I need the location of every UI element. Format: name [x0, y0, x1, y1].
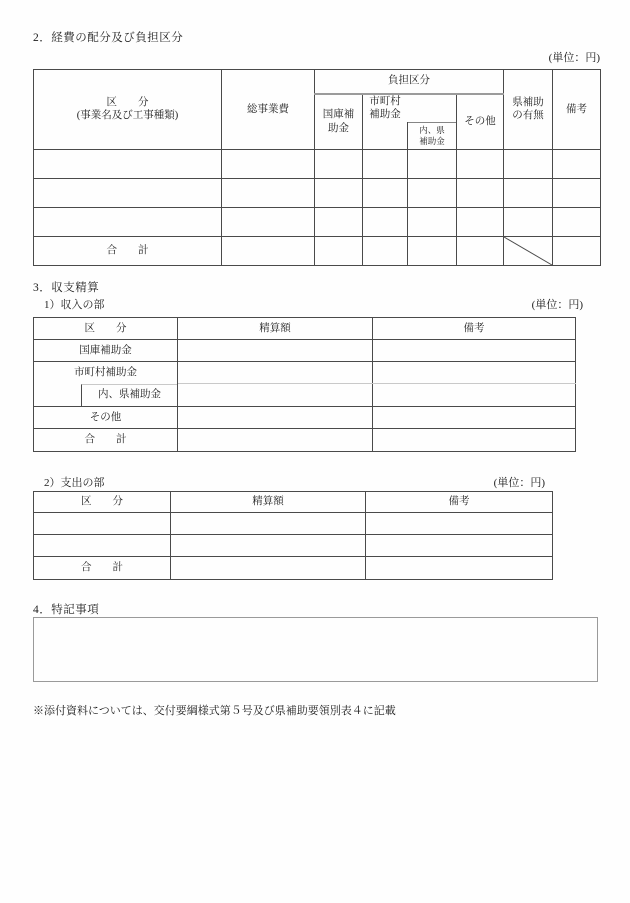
table-row	[34, 178, 601, 207]
empty-cell	[408, 236, 457, 265]
table-row	[34, 70, 601, 94]
col-header-burden-group: 負担区分	[315, 70, 504, 94]
col-header-pref-subsidy-presence	[504, 70, 553, 150]
of-which-pref-subsidy-inset-box: 内、県補助金	[81, 384, 177, 407]
empty-cell	[408, 178, 457, 207]
empty-cell	[373, 384, 576, 407]
col-header-category: 区 分	[34, 492, 171, 513]
empty-cell	[366, 535, 553, 557]
empty-cell	[363, 122, 408, 149]
total-row	[34, 557, 553, 580]
empty-cell	[34, 513, 171, 535]
section4-heading: 4．特記事項	[33, 604, 100, 616]
table-row	[34, 492, 553, 513]
row-label-of-which-pref-subsidy	[34, 384, 178, 407]
empty-cell	[315, 178, 363, 207]
empty-cell	[222, 149, 315, 178]
empty-cell	[178, 384, 373, 407]
empty-cell	[366, 513, 553, 535]
expense-settlement-table	[33, 491, 553, 580]
total-row-label: 合 計	[34, 557, 171, 580]
col-header-category: 区 分	[34, 318, 178, 340]
col-header-national-subsidy	[315, 94, 363, 150]
unit-label-section2: (単位：円)	[548, 52, 600, 64]
col-header-municipal-subsidy	[363, 94, 457, 123]
empty-cell	[373, 340, 576, 362]
diagonal-slash-cell	[504, 236, 553, 265]
table-row	[34, 149, 601, 178]
empty-cell	[363, 178, 408, 207]
special-notes-box	[33, 617, 598, 682]
row-label-municipal-subsidy: 市町村補助金	[34, 362, 178, 384]
empty-cell	[34, 535, 171, 557]
col-header-category-line1: 区 分	[106, 96, 149, 108]
table-row	[34, 318, 576, 340]
col-header-settlement-amount: 精算額	[171, 492, 366, 513]
section3-heading: 3．収支精算	[33, 282, 100, 294]
col-header-remarks: 備考	[373, 318, 576, 340]
expense-allocation-table	[33, 69, 601, 266]
empty-cell	[178, 340, 373, 362]
empty-cell	[457, 149, 504, 178]
empty-cell	[34, 149, 222, 178]
empty-cell	[178, 362, 373, 384]
table-row	[34, 513, 553, 535]
empty-cell	[222, 178, 315, 207]
expense-subheading: 2）支出の部	[44, 477, 105, 489]
empty-cell	[315, 236, 363, 265]
unit-label-expense: (単位：円)	[493, 477, 545, 489]
empty-cell	[373, 407, 576, 429]
income-subheading: 1）収入の部	[44, 299, 105, 311]
section2-heading: 2．経費の配分及び負担区分	[33, 32, 184, 44]
empty-cell	[373, 362, 576, 384]
national-subsidy-line2: 助金	[328, 122, 349, 134]
empty-cell	[504, 207, 553, 236]
empty-cell	[363, 207, 408, 236]
col-header-total-cost: 総事業費	[222, 70, 315, 150]
diagonal-line	[504, 237, 552, 265]
col-header-remarks: 備考	[366, 492, 553, 513]
empty-cell	[408, 207, 457, 236]
income-settlement-table	[33, 317, 576, 452]
empty-cell	[222, 236, 315, 265]
row-label-other: その他	[34, 407, 178, 429]
empty-cell	[171, 557, 366, 580]
total-row	[34, 429, 576, 452]
row-label-national-subsidy: 国庫補助金	[34, 340, 178, 362]
col-header-remarks: 備考	[553, 70, 601, 150]
total-row-label: 合 計	[34, 236, 222, 265]
table-row	[34, 384, 576, 407]
col-header-settlement-amount: 精算額	[178, 318, 373, 340]
empty-cell	[504, 149, 553, 178]
col-header-category-line2: (事業名及び工事種類)	[76, 110, 179, 122]
empty-cell	[504, 178, 553, 207]
empty-cell	[315, 207, 363, 236]
total-row-label: 合 計	[34, 429, 178, 452]
national-subsidy-line1: 国庫補	[322, 109, 355, 120]
total-row	[34, 236, 601, 265]
table-row	[34, 340, 576, 362]
table-row	[34, 407, 576, 429]
empty-cell	[457, 236, 504, 265]
of-which-pref-line1: 内、県	[419, 125, 445, 136]
empty-cell	[34, 178, 222, 207]
empty-cell	[408, 149, 457, 178]
empty-cell	[457, 207, 504, 236]
unit-label-income: (単位：円)	[531, 299, 583, 311]
empty-cell	[553, 178, 601, 207]
empty-cell	[457, 178, 504, 207]
empty-cell	[363, 149, 408, 178]
table-row	[34, 535, 553, 557]
col-header-other: その他	[457, 94, 504, 150]
pref-subsidy-line2: の有無	[512, 110, 544, 122]
empty-cell	[553, 149, 601, 178]
col-header-category	[34, 70, 222, 150]
attachment-footnote: ※添付資料については、交付要綱様式第５号及び県補助要領別表４に記載	[33, 705, 396, 717]
table-row	[34, 207, 601, 236]
col-header-of-which-pref-subsidy	[408, 122, 457, 149]
table-row	[34, 362, 576, 384]
empty-cell	[171, 535, 366, 557]
empty-cell	[222, 207, 315, 236]
municipal-subsidy-line2: 補助金	[369, 109, 401, 121]
empty-cell	[373, 429, 576, 452]
empty-cell	[553, 236, 601, 265]
empty-cell	[171, 513, 366, 535]
empty-cell	[178, 407, 373, 429]
municipal-subsidy-line1: 市町村	[369, 95, 401, 107]
empty-cell	[553, 207, 601, 236]
empty-cell	[366, 557, 553, 580]
pref-subsidy-line1: 県補助	[512, 96, 544, 108]
of-which-pref-line2: 補助金	[419, 135, 445, 146]
empty-cell	[363, 236, 408, 265]
empty-cell	[34, 207, 222, 236]
empty-cell	[315, 149, 363, 178]
empty-cell	[178, 429, 373, 452]
